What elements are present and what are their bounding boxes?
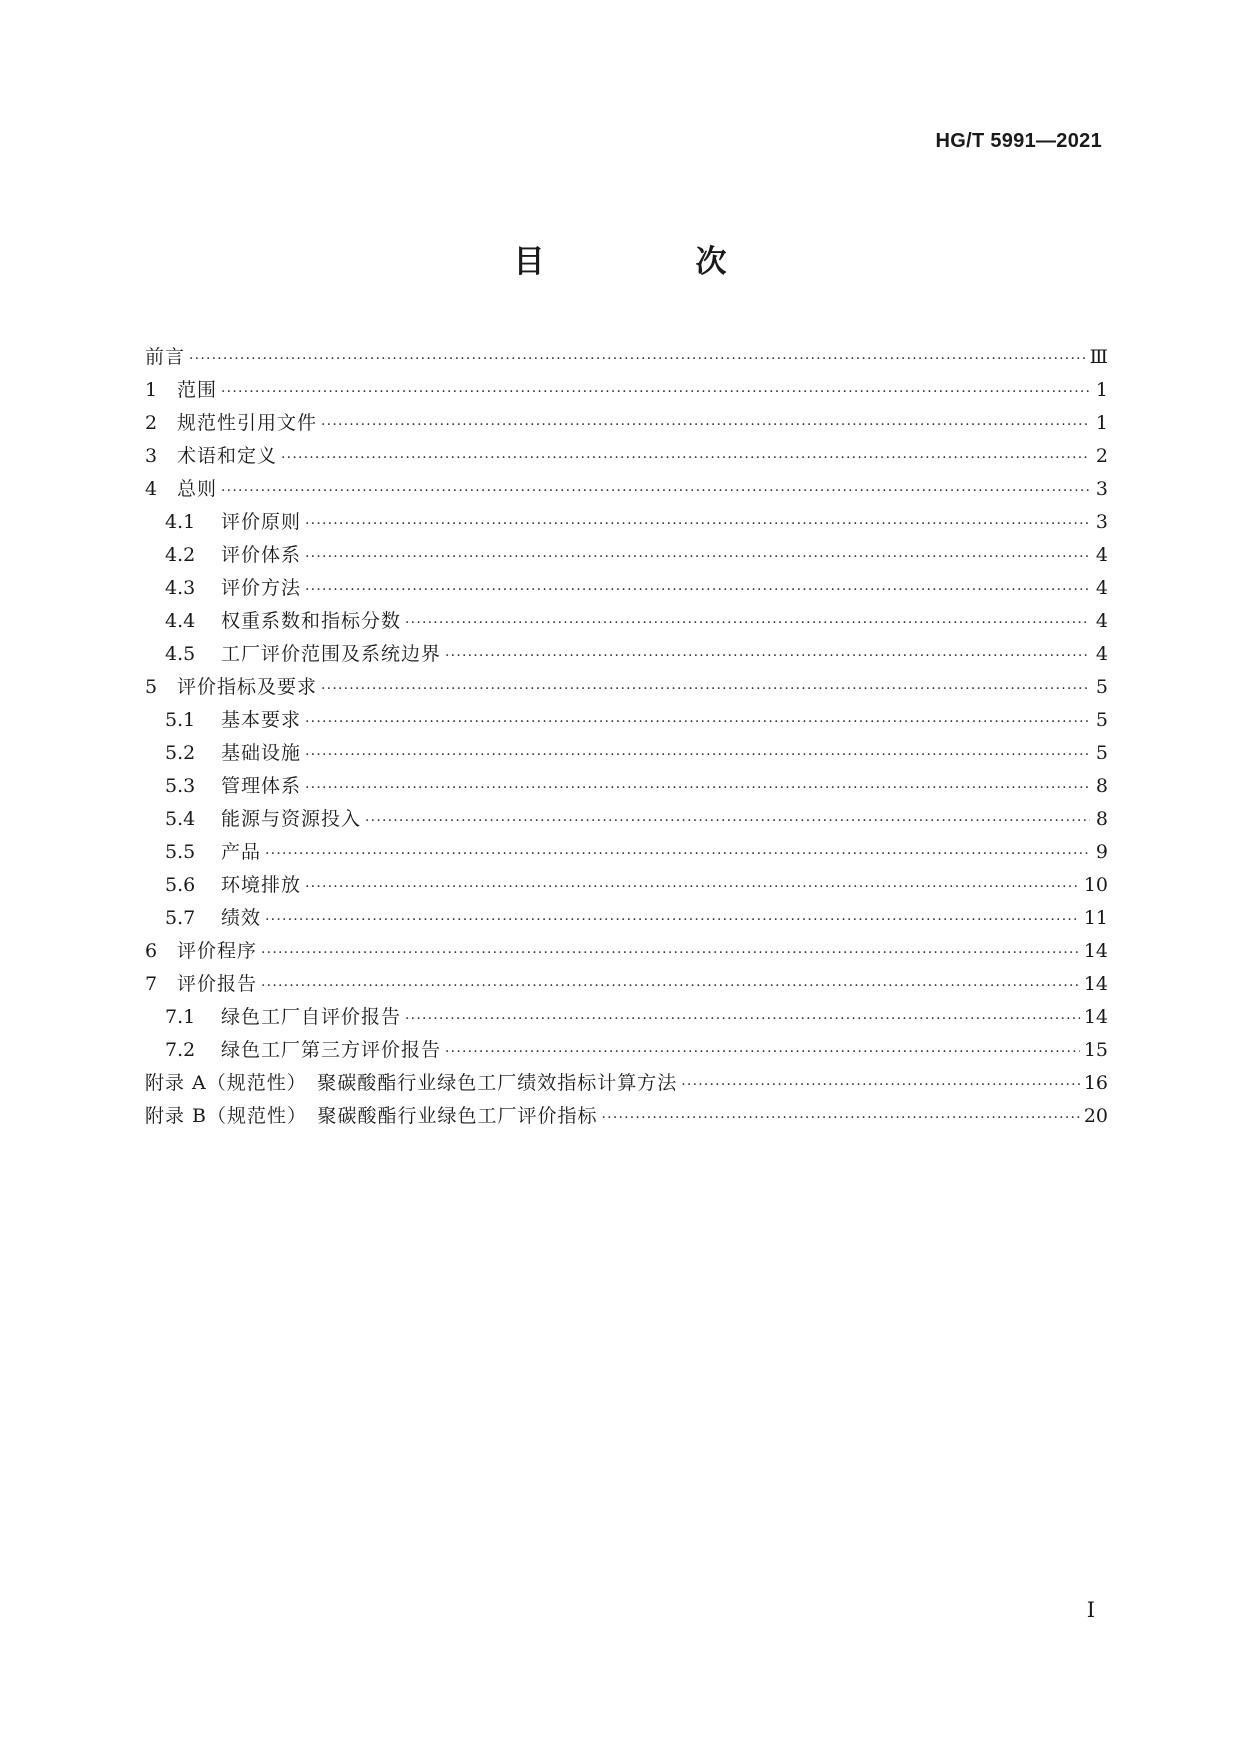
toc-entry-number: 1 xyxy=(145,379,158,401)
toc-entry-number: 4.4 xyxy=(165,610,196,632)
toc-entry-page: 1 xyxy=(1095,379,1108,401)
toc-leader-dots xyxy=(321,409,1090,442)
toc-entry-page: 2 xyxy=(1095,445,1108,467)
toc-entry-label: 总则 xyxy=(177,478,218,500)
toc-entry-page: 4 xyxy=(1095,610,1108,632)
toc-entry-label: 评价程序 xyxy=(177,940,258,962)
toc-entry-number: 5.3 xyxy=(165,775,196,797)
toc-leader-dots xyxy=(305,574,1090,607)
toc-entry-number: 7 xyxy=(145,973,158,995)
toc-entry-label: 评价方法 xyxy=(221,577,302,599)
toc-entry-label: 规范性引用文件 xyxy=(177,412,318,434)
toc-leader-dots xyxy=(445,1036,1080,1069)
toc-entry-page: 11 xyxy=(1083,907,1108,929)
toc-leader-dots xyxy=(261,937,1080,970)
toc-subentry[interactable] xyxy=(145,605,1108,638)
toc-leader-dots xyxy=(405,607,1090,640)
toc-entry-page: 4 xyxy=(1095,544,1108,566)
toc-leader-dots xyxy=(445,640,1090,673)
toc-leader-dots xyxy=(365,805,1090,838)
toc-entry-number: 4.5 xyxy=(165,643,196,665)
toc-leader-dots xyxy=(305,871,1080,904)
toc-entry-page: 4 xyxy=(1095,577,1108,599)
toc-leader-dots xyxy=(281,442,1090,475)
toc-entry-label: 基础设施 xyxy=(221,742,302,764)
toc-entry[interactable] xyxy=(145,473,1108,506)
page-number: I xyxy=(1086,1598,1095,1622)
toc-subentry[interactable] xyxy=(145,902,1108,935)
toc-subentry[interactable] xyxy=(145,770,1108,803)
toc-entry-label: 术语和定义 xyxy=(177,445,278,467)
toc-subentry[interactable] xyxy=(145,506,1108,539)
toc-entry-page: 1 xyxy=(1095,412,1108,434)
toc-entry-number: 5.1 xyxy=(165,709,196,731)
toc-subentry[interactable] xyxy=(145,539,1108,572)
table-of-contents xyxy=(145,341,1108,1133)
toc-entry[interactable] xyxy=(145,440,1108,473)
toc-entry-page: 15 xyxy=(1083,1039,1108,1061)
toc-leader-dots xyxy=(602,1102,1080,1135)
toc-entry-label: 绿色工厂第三方评价报告 xyxy=(221,1039,442,1061)
toc-leader-dots xyxy=(305,541,1090,574)
toc-leader-dots xyxy=(221,376,1090,409)
toc-entry-label: 绩效 xyxy=(221,907,262,929)
toc-leader-dots xyxy=(189,343,1086,376)
toc-entry-label: 权重系数和指标分数 xyxy=(221,610,402,632)
toc-entry-label: 范围 xyxy=(177,379,218,401)
toc-entry-number: 5.7 xyxy=(165,907,196,929)
toc-entry-number: 5.5 xyxy=(165,841,196,863)
toc-subentry[interactable] xyxy=(145,1001,1108,1034)
toc-entry-page: 5 xyxy=(1095,742,1108,764)
toc-entry-label: 评价原则 xyxy=(221,511,302,533)
toc-entry-page: 5 xyxy=(1095,676,1108,698)
toc-entry-page: 20 xyxy=(1083,1105,1108,1127)
toc-leader-dots xyxy=(221,475,1090,508)
toc-entry-page: 3 xyxy=(1095,478,1108,500)
toc-appendix-entry[interactable] xyxy=(145,1100,1108,1133)
standard-code: HG/T 5991—2021 xyxy=(935,130,1102,152)
toc-entry-number: 5 xyxy=(145,676,158,698)
toc-subentry[interactable] xyxy=(145,836,1108,869)
toc-entry-number: 7.2 xyxy=(165,1039,196,1061)
toc-leader-dots xyxy=(305,706,1090,739)
toc-entry-number: 7.1 xyxy=(165,1006,196,1028)
toc-leader-dots xyxy=(321,673,1090,706)
toc-entry-number: 6 xyxy=(145,940,158,962)
toc-entry-label: 评价指标及要求 xyxy=(177,676,318,698)
toc-appendix-entry[interactable] xyxy=(145,1067,1108,1100)
toc-entry-page: Ⅲ xyxy=(1089,346,1108,368)
toc-entry-page: 16 xyxy=(1083,1072,1108,1094)
toc-entry-page: 14 xyxy=(1083,1006,1108,1028)
toc-entry-label: 评价报告 xyxy=(177,973,258,995)
toc-leader-dots xyxy=(305,508,1090,541)
toc-subentry[interactable] xyxy=(145,737,1108,770)
toc-entry-number: 5.4 xyxy=(165,808,196,830)
toc-entry-page: 14 xyxy=(1083,973,1108,995)
toc-entry-number: 4.2 xyxy=(165,544,196,566)
toc-leader-dots xyxy=(305,772,1090,805)
toc-entry-label: 前言 xyxy=(145,346,186,368)
toc-leader-dots xyxy=(265,904,1080,937)
toc-entry-number: 4.1 xyxy=(165,511,196,533)
toc-entry-number: 4.3 xyxy=(165,577,196,599)
toc-leader-dots xyxy=(265,838,1090,871)
toc-entry-label: 能源与资源投入 xyxy=(221,808,362,830)
toc-subentry[interactable] xyxy=(145,704,1108,737)
toc-entry-label: 工厂评价范围及系统边界 xyxy=(221,643,442,665)
toc-entry-page: 9 xyxy=(1095,841,1108,863)
toc-subentry[interactable] xyxy=(145,572,1108,605)
toc-entry-number: 4 xyxy=(145,478,158,500)
toc-entry[interactable] xyxy=(145,968,1108,1001)
toc-entry-label: 评价体系 xyxy=(221,544,302,566)
toc-entry-page: 14 xyxy=(1083,940,1108,962)
toc-leader-dots xyxy=(405,1003,1080,1036)
toc-subentry[interactable] xyxy=(145,869,1108,902)
toc-entry-page: 8 xyxy=(1095,808,1108,830)
toc-subentry[interactable] xyxy=(145,638,1108,671)
toc-entry-page: 10 xyxy=(1083,874,1108,896)
toc-entry-page: 4 xyxy=(1095,643,1108,665)
toc-leader-dots xyxy=(261,970,1080,1003)
toc-entry-label: 附录 B（规范性） 聚碳酸酯行业绿色工厂评价指标 xyxy=(145,1105,598,1127)
toc-entry-number: 2 xyxy=(145,412,158,434)
toc-entry-label: 绿色工厂自评价报告 xyxy=(221,1006,402,1028)
toc-entry[interactable] xyxy=(145,935,1108,968)
toc-entry-number: 3 xyxy=(145,445,158,467)
toc-entry-page: 8 xyxy=(1095,775,1108,797)
toc-entry[interactable] xyxy=(145,374,1108,407)
toc-entry[interactable] xyxy=(145,407,1108,440)
toc-subentry[interactable] xyxy=(145,1034,1108,1067)
toc-entry-label: 管理体系 xyxy=(221,775,302,797)
toc-entry-label: 基本要求 xyxy=(221,709,302,731)
toc-entry-label: 附录 A（规范性） 聚碳酸酯行业绿色工厂绩效指标计算方法 xyxy=(145,1072,678,1094)
toc-title: 目 次 xyxy=(513,244,787,280)
toc-entry-label: 产品 xyxy=(221,841,262,863)
toc-entry-label: 环境排放 xyxy=(221,874,302,896)
toc-subentry[interactable] xyxy=(145,803,1108,836)
toc-leader-dots xyxy=(305,739,1090,772)
toc-entry-number: 5.6 xyxy=(165,874,196,896)
toc-entry-page: 3 xyxy=(1095,511,1108,533)
toc-entry[interactable] xyxy=(145,341,1108,374)
toc-entry-page: 5 xyxy=(1095,709,1108,731)
toc-leader-dots xyxy=(681,1069,1080,1102)
toc-entry-number: 5.2 xyxy=(165,742,196,764)
toc-entry[interactable] xyxy=(145,671,1108,704)
